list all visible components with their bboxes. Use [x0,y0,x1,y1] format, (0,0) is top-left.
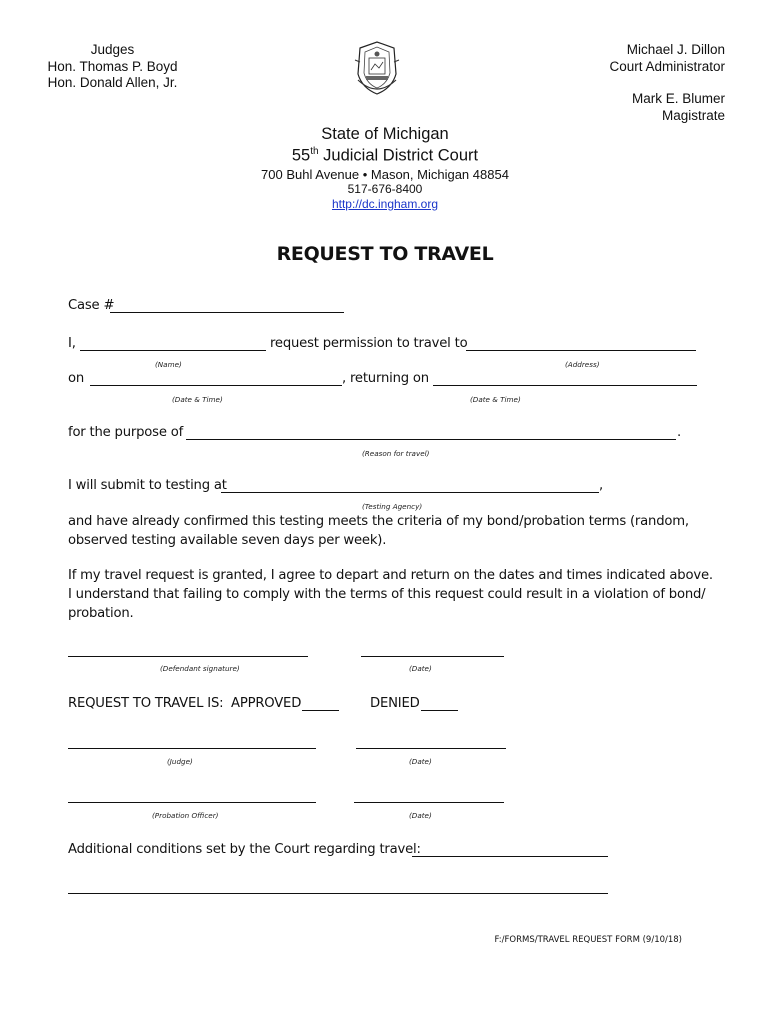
denied-label: DENIED [370,696,420,711]
request-is-label: REQUEST TO TRAVEL IS: [68,696,224,711]
denied-field[interactable] [421,697,458,711]
approved-label: APPROVED [231,696,302,711]
approved-field[interactable] [302,697,339,711]
probation-caption: (Probation Officer) [152,811,219,820]
case-number-field[interactable] [110,299,344,313]
name-field[interactable] [80,337,266,351]
on-label: on [68,371,85,386]
judge-caption: (Judge) [167,757,193,766]
confirm-line-2: observed testing available seven days per week). [68,533,387,548]
judge-date-field[interactable] [356,735,506,749]
judge-allen: Hon. Donald Allen, Jr. [47,75,178,90]
probation-date-caption: (Date) [409,811,432,820]
i-label: I, [68,336,76,351]
form-title: REQUEST TO TRAVEL [276,243,494,265]
testing-label: I will submit to testing at [68,478,227,493]
defendant-signature-field[interactable] [68,643,308,657]
defendant-caption: (Defendant signature) [160,664,240,673]
court-website-link[interactable]: http://dc.ingham.org [331,197,439,211]
agree-line-3: probation. [68,606,134,621]
returning-text: , returning on [342,371,429,386]
confirm-paragraph [68,512,689,550]
purpose-label: for the purpose of [68,425,184,440]
district-rest: Judicial District Court [318,146,479,165]
state-seal-icon [352,40,402,98]
magistrate-name: Mark E. Blumer [631,91,725,106]
testing-caption: (Testing Agency) [362,502,423,511]
probation-signature-field[interactable] [68,789,316,803]
return-date-field[interactable] [433,372,697,386]
defendant-date-caption: (Date) [409,664,432,673]
probation-date-field[interactable] [354,789,504,803]
additional-conditions-field[interactable] [412,843,608,857]
court-address: 700 Buhl Avenue • Mason, Michigan 48854 [261,167,509,182]
court-state: State of Michigan [321,125,449,143]
depart-date-field[interactable] [90,372,342,386]
case-label: Case # [68,298,115,313]
defendant-date-field[interactable] [361,643,504,657]
agree-paragraph [68,566,713,623]
address-caption: (Address) [565,360,600,369]
court-phone: 517-676-8400 [347,182,423,196]
testing-comma: , [599,478,603,493]
district-number: 55 [291,146,311,165]
district-suffix: th [310,146,319,157]
confirm-line-1: and have already confirmed this testing meets the criteria of my bond/probation terms (random, [68,514,689,529]
judges-heading: Judges [90,42,135,57]
additional-label: Additional conditions set by the Court regarding travel: [68,842,421,857]
name-caption: (Name) [155,360,182,369]
judges-block [30,42,195,92]
request-text: request permission to travel to [270,336,468,351]
depart-date-caption: (Date & Time) [172,395,223,404]
return-date-caption: (Date & Time) [470,395,521,404]
judge-date-caption: (Date) [409,757,432,766]
address-field[interactable] [466,337,696,351]
testing-agency-field[interactable] [221,479,599,493]
judge-signature-field[interactable] [68,735,316,749]
judge-boyd: Hon. Thomas P. Boyd [47,58,178,74]
purpose-field[interactable] [186,426,676,440]
agree-line-1: If my travel request is granted, I agree to depart and return on the dates and times indicated above. [68,568,713,583]
purpose-period: . [677,425,681,440]
court-district [0,146,770,166]
administrator-name: Michael J. Dillon [626,42,725,57]
reason-caption: (Reason for travel) [362,449,430,458]
form-footer: F:/FORMS/TRAVEL REQUEST FORM (9/10/18) [494,935,682,945]
additional-conditions-field-2[interactable] [68,880,608,894]
admin-block [609,42,725,124]
magistrate-title: Magistrate [661,107,725,123]
administrator-title: Court Administrator [609,58,725,74]
agree-line-2: I understand that failing to comply with the terms of this request could result in a violation of bond/ [68,587,706,602]
